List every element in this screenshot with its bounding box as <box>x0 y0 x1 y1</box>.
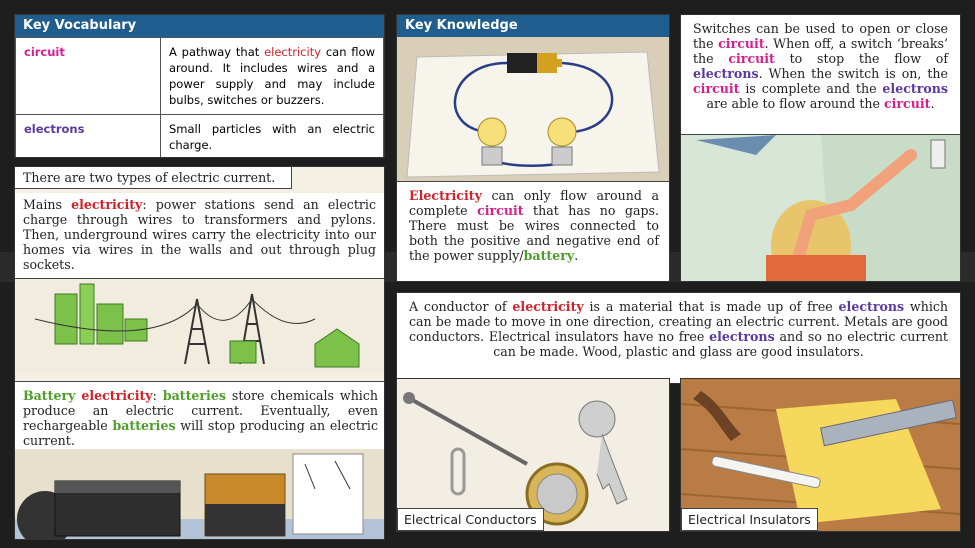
switches-panel <box>680 14 961 282</box>
current-intro: There are two types of electric current. <box>15 167 292 189</box>
text-span: is complete and the <box>739 81 883 96</box>
keyword-circuit: circuit <box>728 51 775 66</box>
conductor-text <box>397 293 960 365</box>
definition-text: A pathway that <box>169 45 265 59</box>
vocabulary-table <box>15 37 384 158</box>
keyword-circuit: circuit <box>693 81 740 96</box>
keyword-batteries: batteries <box>112 418 176 433</box>
text-span: is a material that is made up of free <box>583 299 839 314</box>
insulators-label: Electrical Insulators <box>681 508 818 531</box>
circuit-illustration <box>397 37 669 182</box>
keyword-battery: battery <box>523 248 575 263</box>
conductors-panel <box>396 378 670 532</box>
text-span: . <box>930 96 935 111</box>
text-span: to stop the flow of <box>774 51 948 66</box>
keyword-electrons: electrons <box>693 66 759 81</box>
keyword-battery: Battery <box>23 388 76 403</box>
vocabulary-panel <box>14 14 385 158</box>
definition-text: Small particles with an electric charge. <box>169 122 375 152</box>
keyword-circuit: circuit <box>718 36 765 51</box>
table-row <box>16 38 384 115</box>
keyword-electrons: electrons <box>709 329 775 344</box>
keyword-circuit: circuit <box>477 203 524 218</box>
knowledge-panel <box>396 14 670 282</box>
definition-text: can flow around. It includes wires and a power supply and may include bulbs, switches or buzzers. <box>169 45 375 107</box>
keyword-circuit: circuit <box>883 96 931 111</box>
vocabulary-title: Key Vocabulary <box>15 15 384 37</box>
keyword-electricity: electricity <box>81 388 153 403</box>
knowledge-text <box>397 181 670 282</box>
keyword-electricity: Electricity <box>409 188 482 203</box>
keyword-electricity: electricity <box>71 197 143 212</box>
text-span: A conductor of <box>409 299 513 314</box>
keyword-electrons: electrons <box>882 81 948 96</box>
text-span: Switches can be used to open or close the <box>693 21 948 51</box>
text-span: : power stations send an electric charge through wires to transformers and pylons. Then, underground wires carry the electricity into our homes via wires in the walls and out through plug sockets. <box>23 197 376 272</box>
insulators-panel <box>680 378 961 532</box>
text-span: . When the switch is on, the <box>758 66 948 81</box>
pylons-illustration <box>15 279 384 374</box>
switches-text <box>681 15 960 135</box>
definition-keyword: electricity <box>264 45 322 59</box>
vocab-term-circuit: circuit <box>16 38 161 115</box>
current-panel <box>14 166 385 540</box>
light-switch-illustration <box>681 135 960 281</box>
text-span: : <box>152 388 163 403</box>
keyword-electricity: electricity <box>512 299 584 314</box>
vocab-term-electrons: electrons <box>16 115 161 159</box>
text-span: are able to flow around the <box>706 96 884 111</box>
text-span: that has no gaps. There must be wires connected to both the positive and negative end of the power supply/ <box>409 203 659 263</box>
table-row <box>16 115 384 159</box>
text-span: . <box>574 248 579 263</box>
keyword-batteries: batteries <box>162 388 226 403</box>
text-span: store chemicals which produce an electric current. Eventually, even rechargeable <box>23 388 379 433</box>
mains-text <box>15 193 384 279</box>
text-span: which can be made to move in one direction, creating an electric current. Metals are good conductors. Electrical insulators have no free <box>409 299 949 344</box>
keyword-electrons: electrons <box>838 299 905 314</box>
text-span: and so no electric current can be made. Wood, plastic and glass are good insulators. <box>493 329 948 359</box>
vocab-definition-circuit <box>161 38 384 115</box>
text-span: will stop producing an electric current. <box>23 418 378 448</box>
text-span: Mains <box>23 197 72 212</box>
batteries-illustration <box>15 449 384 540</box>
text-span: can only flow around a complete <box>409 188 659 218</box>
knowledge-title: Key Knowledge <box>397 15 669 37</box>
conductors-label: Electrical Conductors <box>397 508 544 531</box>
vocab-definition-electrons <box>161 115 384 159</box>
battery-text <box>15 381 385 455</box>
conductor-panel <box>396 292 961 384</box>
text-span: . When off, a switch ‘breaks’ the <box>693 36 948 66</box>
